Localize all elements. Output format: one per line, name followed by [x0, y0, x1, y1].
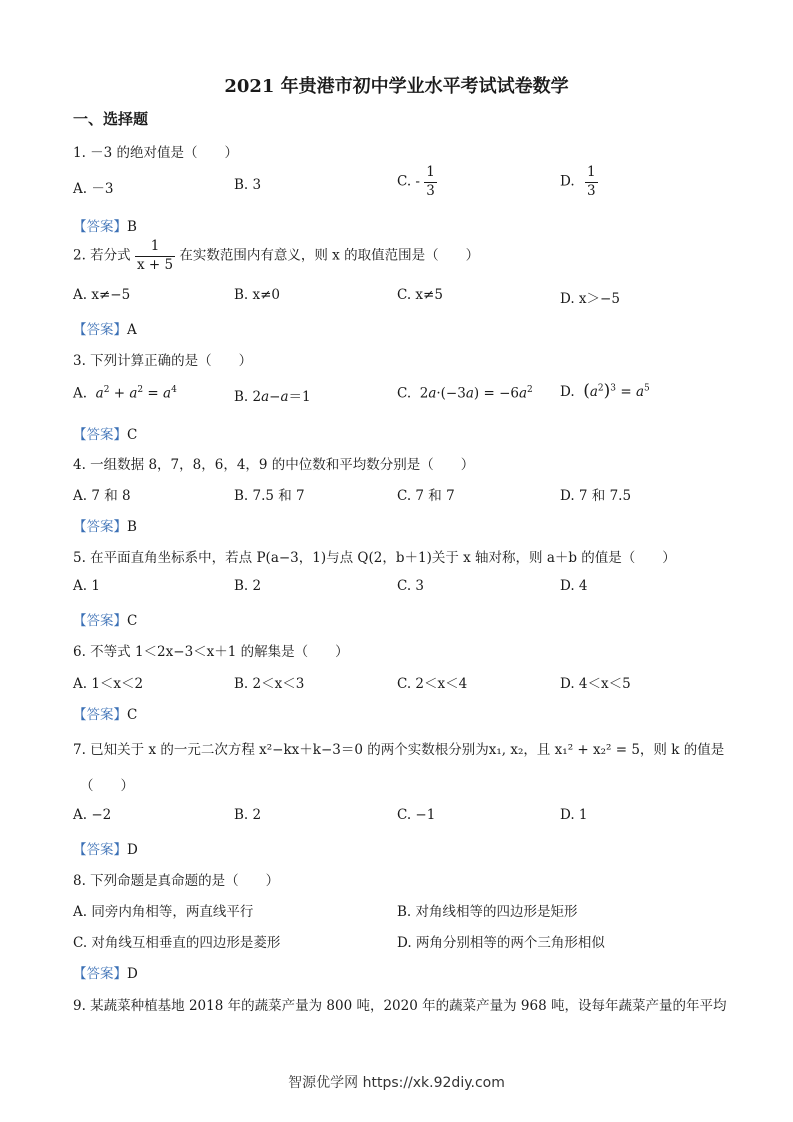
question-6-option-a: A. 1＜x＜2 — [73, 676, 144, 692]
question-8-option-c: C. 对角线互相垂直的四边形是菱形 — [73, 935, 281, 951]
question-7-answer — [73, 838, 138, 858]
answer-tag: 【答案】 — [73, 707, 127, 723]
stem-part-b: 在实数范围内有意义，则 x 的取值范围是（ ） — [179, 247, 480, 264]
answer-tag: 【答案】 — [73, 427, 127, 443]
question-3-option-b: B. 2a−a＝1 — [234, 389, 311, 405]
question-2-option-a: A. x≠−5 — [73, 287, 131, 303]
question-7-stem: 7. 已知关于 x 的一元二次方程 x²−kx＋k−3＝0 的两个实数根分别为x₁, x₂，且 x₁² + x₂² = 5，则 k 的值是 — [73, 742, 725, 758]
question-4-option-c: C. 7 和 7 — [397, 488, 455, 504]
question-1-option-b: B. 3 — [234, 177, 262, 193]
question-1-stem: 1. －3 的绝对值是（ ） — [73, 145, 239, 161]
question-5-answer — [73, 609, 137, 629]
option-c-prefix: C. - — [397, 173, 420, 190]
answer-tag: 【答案】 — [73, 613, 127, 629]
question-9-stem: 9. 某蔬菜种植基地 2018 年的蔬菜产量为 800 吨，2020 年的蔬菜产量为 968 吨，设每年蔬菜产量的年平均 — [73, 998, 727, 1014]
question-4-stem: 4. 一组数据 8，7，8，6，4，9 的中位数和平均数分别是（ ） — [73, 457, 475, 473]
question-7-option-a: A. −2 — [73, 807, 112, 823]
page-title: 2021 年贵港市初中学业水平考试试卷数学 — [224, 76, 569, 97]
fraction-numerator: 1 — [150, 238, 160, 254]
question-6-option-c: C. 2＜x＜4 — [397, 676, 468, 692]
question-5-option-b: B. 2 — [234, 578, 262, 594]
question-1-option-a: A. －3 — [73, 181, 114, 197]
question-1-option-d — [560, 166, 598, 198]
question-8-stem: 8. 下列命题是真命题的是（ ） — [73, 873, 280, 889]
fraction-denominator: 3 — [426, 182, 435, 199]
question-6-option-d: D. 4＜x＜5 — [560, 676, 631, 692]
question-4-option-b: B. 7.5 和 7 — [234, 488, 305, 504]
answer-value: C — [127, 427, 138, 443]
section-heading: 一、选择题 — [73, 110, 149, 128]
answer-tag: 【答案】 — [73, 519, 127, 535]
question-2-option-d: D. x＞−5 — [560, 291, 620, 307]
question-3-stem: 3. 下列计算正确的是（ ） — [73, 353, 253, 369]
answer-tag: 【答案】 — [73, 322, 127, 338]
footer-watermark: 智源优学网 https://xk.92diy.com — [288, 1075, 505, 1091]
question-8-option-d: D. 两角分别相等的两个三角形相似 — [397, 935, 605, 951]
answer-tag: 【答案】 — [73, 842, 127, 858]
answer-value: A — [127, 322, 137, 338]
question-3-option-c: C. $2a\cdot(-3a) = -6a^2$ — [397, 385, 533, 402]
question-4-option-d: D. 7 和 7.5 — [560, 488, 632, 504]
question-6-answer — [73, 703, 137, 723]
question-8-answer — [73, 962, 138, 982]
answer-value: D — [127, 842, 138, 858]
question-6-option-b: B. 2＜x＜3 — [234, 676, 305, 692]
fraction-denominator: 3 — [586, 182, 596, 199]
question-4-answer — [73, 515, 137, 535]
answer-value: C — [127, 707, 138, 723]
question-4-option-a: A. 7 和 8 — [73, 488, 131, 504]
question-5-stem: 5. 在平面直角坐标系中，若点 P(a−3，1)与点 Q(2，b＋1)关于 x 轴对称，则 a＋b 的值是（ ） — [73, 550, 676, 566]
question-1-answer — [73, 215, 137, 235]
answer-tag: 【答案】 — [73, 966, 127, 982]
answer-value: B — [127, 219, 137, 235]
question-2-stem — [73, 240, 479, 272]
question-7-option-c: C. −1 — [397, 807, 436, 823]
question-6-stem: 6. 不等式 1＜2x−3＜x＋1 的解集是（ ） — [73, 644, 349, 660]
question-8-option-b: B. 对角线相等的四边形是矩形 — [397, 904, 578, 920]
answer-value: B — [127, 519, 137, 535]
answer-value: C — [127, 613, 138, 629]
fraction-numerator: 1 — [586, 164, 596, 180]
fraction-denominator: x + 5 — [136, 256, 174, 273]
fraction — [585, 166, 598, 198]
question-3-option-d: D. $(a^2)^3 = a^5$ — [560, 381, 650, 401]
fraction-numerator: 1 — [426, 164, 435, 180]
question-5-option-a: A. 1 — [73, 578, 100, 594]
question-3-answer — [73, 423, 137, 443]
answer-tag: 【答案】 — [73, 219, 127, 235]
question-5-option-c: C. 3 — [397, 578, 425, 594]
question-3-option-a: A. $a^2 + a^2 = a^4$ — [73, 385, 177, 402]
question-1-option-c — [397, 166, 437, 198]
option-d-prefix: D. — [560, 173, 575, 190]
question-7-stem-continued: （ ） — [80, 778, 134, 794]
fraction — [424, 166, 437, 198]
question-5-option-d: D. 4 — [560, 578, 588, 594]
question-2-option-b: B. x≠0 — [234, 287, 281, 303]
question-7-option-d: D. 1 — [560, 807, 588, 823]
fraction — [135, 240, 175, 272]
question-8-option-a: A. 同旁内角相等，两直线平行 — [73, 904, 254, 920]
answer-value: D — [127, 966, 138, 982]
question-2-answer — [73, 318, 137, 338]
question-7-option-b: B. 2 — [234, 807, 262, 823]
stem-part-a: 2. 若分式 — [73, 247, 131, 264]
question-2-option-c: C. x≠5 — [397, 287, 443, 303]
